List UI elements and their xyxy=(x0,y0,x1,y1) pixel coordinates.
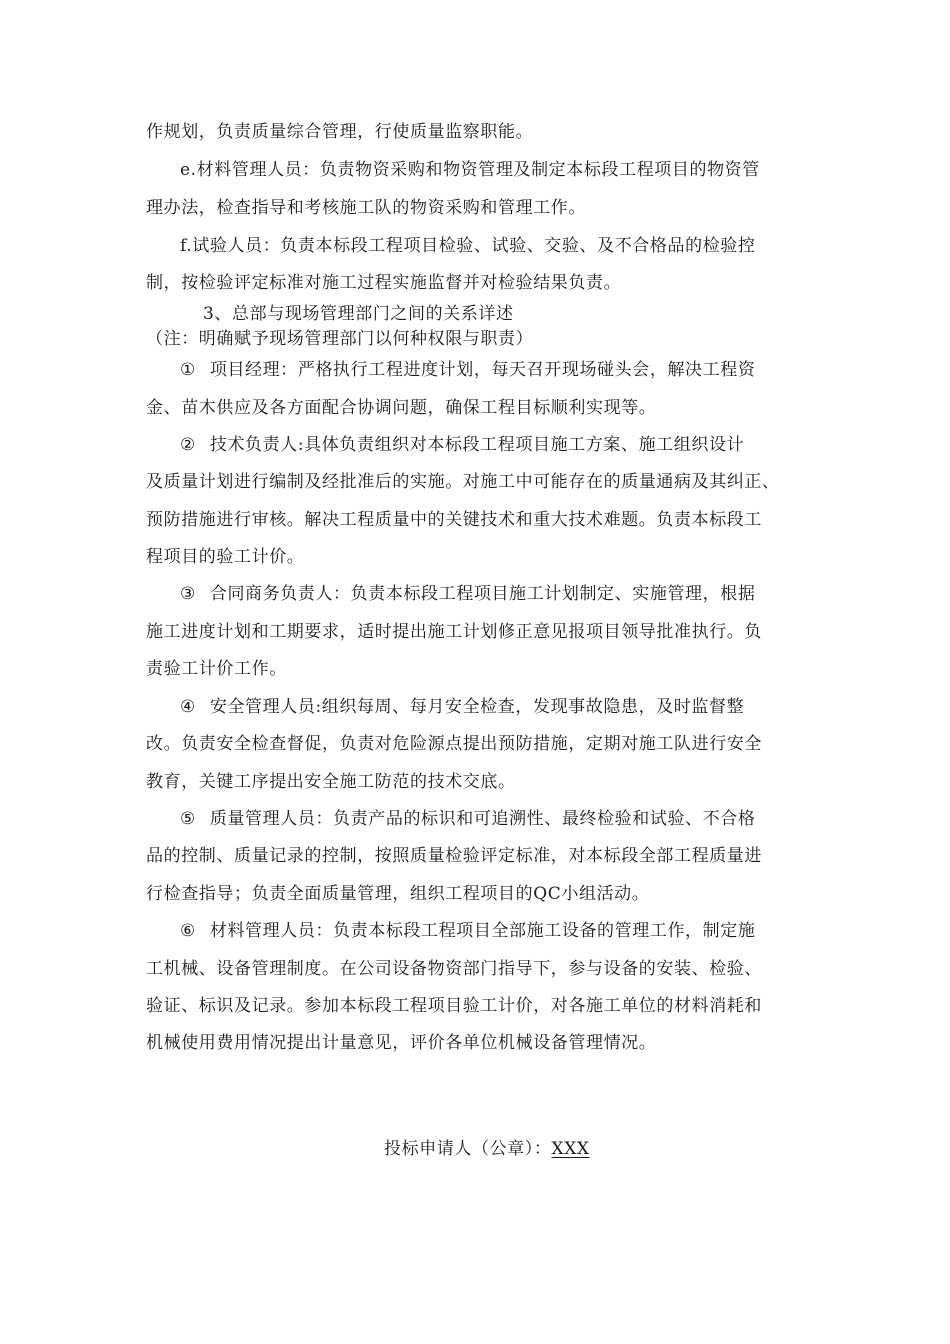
item-text: 技术负责人:具体负责组织对本标段工程项目施工方案、施工组织设计 xyxy=(209,435,745,455)
paragraph-line: 品的控制、质量记录的控制，按照质量检验评定标准，对本标段全部工程质量进 xyxy=(146,846,762,866)
paragraph-line: e.材料管理人员：负责物资采购和物资管理及制定本标段工程项目的物资管 xyxy=(180,160,760,180)
item-text: 合同商务负责人：负责本标段工程项目施工计划制定、实施管理，根据 xyxy=(209,584,756,604)
item-number: ⑤ xyxy=(180,809,196,829)
paragraph-line: 机械使用费用情况提出计量意见，评价各单位机械设备管理情况。 xyxy=(146,1033,657,1053)
item-number: ③ xyxy=(180,584,196,604)
paragraph-line: 责验工计价工作。 xyxy=(146,659,287,679)
paragraph-line: 工机械、设备管理制度。在公司设备物资部门指导下，参与设备的安装、检验、 xyxy=(146,959,762,979)
section-heading: 3、总部与现场管理部门之间的关系详述 xyxy=(203,304,514,324)
item-number: ④ xyxy=(180,697,196,717)
list-item xyxy=(180,696,744,718)
item-number: ① xyxy=(180,360,196,380)
paragraph-line: 程项目的验工计价。 xyxy=(146,547,305,567)
item-text: 项目经理：严格执行工程进度计划，每天召开现场碰头会，解决工程资 xyxy=(209,360,756,380)
paragraph-line: 教育，关键工序提出安全施工防范的技术交底。 xyxy=(146,772,516,792)
paragraph-line: f.试验人员：负责本标段工程项目检验、试验、交验、及不合格品的检验控 xyxy=(180,236,756,256)
list-item xyxy=(180,920,755,942)
signature-label: 投标申请人（公章）： xyxy=(384,1139,552,1159)
list-item xyxy=(180,434,744,456)
item-text: 材料管理人员：负责本标段工程项目全部施工设备的管理工作，制定施 xyxy=(209,921,756,941)
paragraph-line: 改。负责安全检查督促，负责对危险源点提出预防措施，定期对施工队进行安全 xyxy=(146,734,762,754)
paragraph-line: 金、苗木供应及各方面配合协调问题，确保工程目标顺利实现等。 xyxy=(146,398,657,418)
item-text: 质量管理人员：负责产品的标识和可追溯性、最终检验和试验、不合格 xyxy=(209,809,756,829)
paragraph-line: 验证、标识及记录。参加本标段工程项目验工计价，对各施工单位的材料消耗和 xyxy=(146,996,762,1016)
paragraph-line: 预防措施进行审核。解决工程质量中的关键技术和重大技术难题。负责本标段工 xyxy=(146,510,762,530)
paragraph-line: 施工进度计划和工期要求，适时提出施工计划修正意见报项目领导批准执行。负 xyxy=(146,622,762,642)
item-number: ② xyxy=(180,435,196,455)
item-number: ⑥ xyxy=(180,921,196,941)
paragraph-line: 理办法，检查指导和考核施工队的物资采购和管理工作。 xyxy=(146,198,586,218)
paragraph-line: 及质量计划进行编制及经批准后的实施。对施工中可能存在的质量通病及其纠正、 xyxy=(146,472,780,492)
signature-value: XXX xyxy=(551,1139,590,1159)
paragraph-line: 行检查指导；负责全面质量管理，组织工程项目的QC小组活动。 xyxy=(146,884,650,904)
paragraph-line: 作规划，负责质量综合管理，行使质量监察职能。 xyxy=(146,122,534,142)
item-text: 安全管理人员:组织每周、每月安全检查，发现事故隐患，及时监督整 xyxy=(209,697,745,717)
paragraph-line: 制，按检验评定标准对施工过程实施监督并对检验结果负责。 xyxy=(146,273,622,293)
list-item xyxy=(180,583,755,605)
signature-line xyxy=(384,1138,590,1160)
list-item xyxy=(180,808,755,830)
list-item xyxy=(180,359,755,381)
section-note: （注：明确赋予现场管理部门以何种权限与职责） xyxy=(146,329,534,349)
